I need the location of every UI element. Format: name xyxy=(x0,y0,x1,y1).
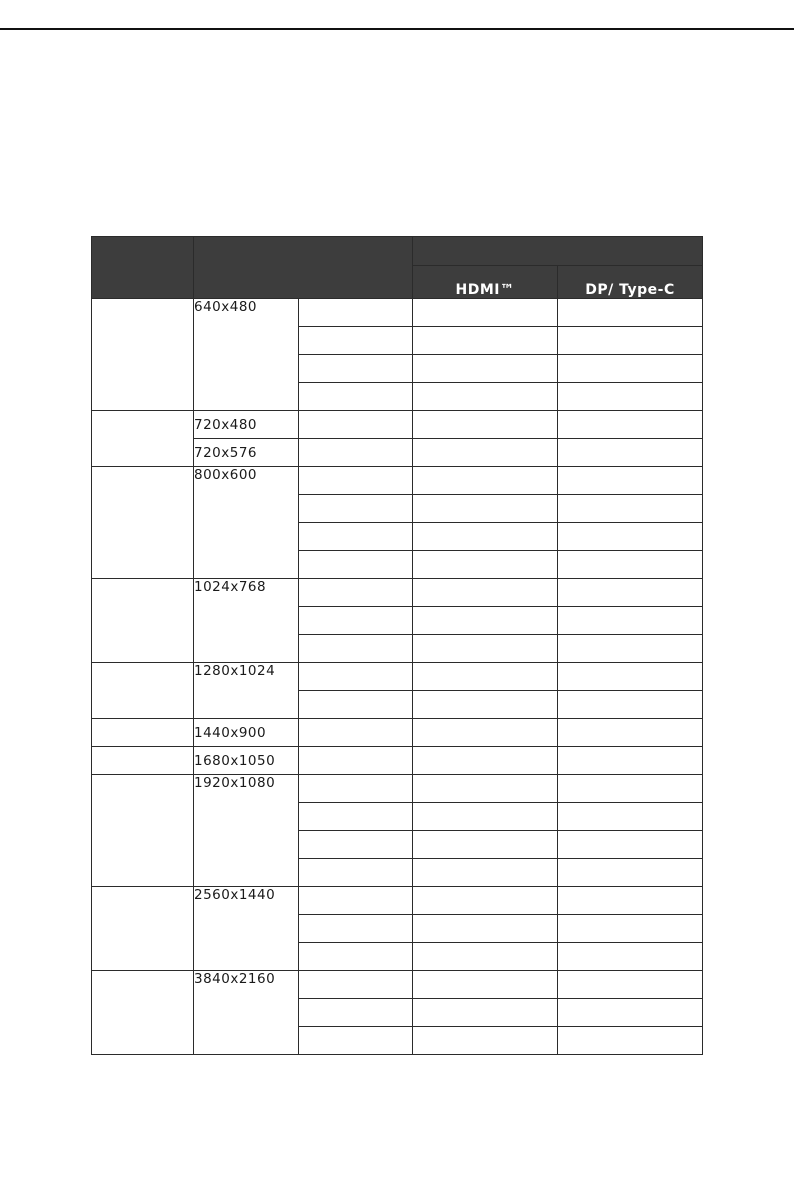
standard-cell xyxy=(92,579,194,663)
header-input xyxy=(413,237,703,266)
table-row xyxy=(92,579,703,607)
table-row xyxy=(92,663,703,691)
header-resolution xyxy=(194,237,413,299)
resolution-cell: 2560x1440 xyxy=(194,887,299,971)
table-row xyxy=(92,719,703,747)
header-hdmi: HDMI™ xyxy=(413,266,558,299)
resolution-cell: 1024x768 xyxy=(194,579,299,663)
standard-cell xyxy=(92,719,194,747)
standard-cell xyxy=(92,775,194,887)
resolution-cell: 640x480 xyxy=(194,299,299,411)
standard-cell xyxy=(92,411,194,467)
resolution-cell: 3840x2160 xyxy=(194,971,299,1055)
resolution-cell: 800x600 xyxy=(194,467,299,579)
standard-cell xyxy=(92,467,194,579)
resolution-cell: 1280x1024 xyxy=(194,663,299,719)
resolution-cell: 1680x1050 xyxy=(194,747,299,775)
standard-cell xyxy=(92,299,194,411)
table-row xyxy=(92,775,703,803)
standard-cell xyxy=(92,747,194,775)
resolution-cell: 720x576 xyxy=(194,439,299,467)
timing-table xyxy=(91,236,703,1055)
top-rule xyxy=(0,28,794,30)
table-row xyxy=(92,411,703,439)
resolution-cell: 720x480 xyxy=(194,411,299,439)
resolution-cell: 1440x900 xyxy=(194,719,299,747)
table-row xyxy=(92,299,703,327)
table-row xyxy=(92,971,703,999)
standard-cell xyxy=(92,887,194,971)
standard-cell xyxy=(92,971,194,1055)
header-dp-typec: DP/ Type-C xyxy=(558,266,703,299)
resolution-cell: 1920x1080 xyxy=(194,775,299,887)
table-row xyxy=(92,747,703,775)
header-row xyxy=(92,237,703,266)
header-standard xyxy=(92,237,194,299)
table-row xyxy=(92,467,703,495)
table-row xyxy=(92,887,703,915)
standard-cell xyxy=(92,663,194,719)
